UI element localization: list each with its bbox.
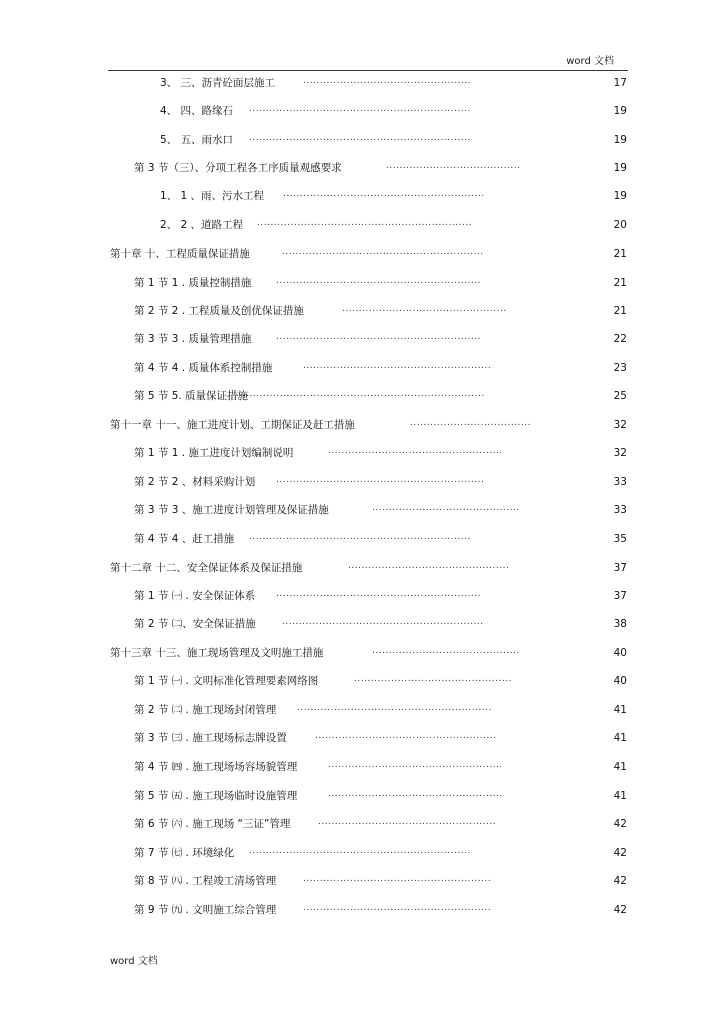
toc-page-number: 21	[613, 277, 627, 289]
toc-label: 5、 五、雨水口	[160, 134, 234, 146]
toc-label: 第 4 节 ㈣ . 施工现场场容场貌管理	[134, 761, 298, 773]
toc-entry[interactable]	[0, 76, 724, 90]
toc-label: 第 1 节 1 . 施工进度计划编制说明	[134, 447, 294, 459]
toc-label: 第 9 节 ㈨ . 文明施工综合管理	[134, 904, 277, 916]
toc-label: 2、 2 、道路工程	[160, 219, 244, 231]
toc-leader: .................................................	[342, 304, 507, 314]
toc-entry[interactable]	[0, 703, 724, 717]
toc-leader: .............................................................	[276, 589, 482, 599]
toc-page-number: 21	[613, 305, 627, 317]
toc-label: 第 1 节 ㈠ . 文明标准化管理要素网络图	[134, 675, 319, 687]
toc-label: 第 3 节 3 . 质量管理措施	[134, 333, 252, 345]
toc-label: 1、 1 、雨、污水工程	[160, 190, 265, 202]
toc-leader: ......................................................	[315, 731, 497, 741]
toc-entry[interactable]	[0, 674, 724, 688]
toc-entry[interactable]	[0, 903, 724, 917]
toc-page-number: 41	[613, 761, 627, 773]
toc-leader: ................................................	[348, 561, 510, 571]
toc-page-number: 21	[613, 248, 627, 260]
toc-page-number: 35	[613, 533, 627, 545]
toc-page-number: 41	[613, 732, 627, 744]
toc-leader: ..................................................................	[249, 104, 471, 114]
toc-label: 第 2 节 ㈡ . 施工现场封闭管理	[134, 704, 277, 716]
toc-leader: ..........................................................	[297, 703, 492, 713]
toc-label: 第十二章 十二、安全保证体系及保证措施	[110, 562, 303, 574]
toc-page-number: 41	[613, 790, 627, 802]
toc-entry[interactable]	[0, 133, 724, 147]
toc-page-number: 32	[613, 447, 627, 459]
toc-leader: ............................................................	[283, 189, 485, 199]
toc-leader: ....................................................	[328, 446, 503, 456]
toc-entry[interactable]	[0, 760, 724, 774]
toc-label: 第 1 节 ㈠ . 安全保证体系	[134, 590, 256, 602]
toc-page-number: 19	[613, 134, 627, 146]
toc-entry[interactable]	[0, 646, 724, 660]
toc-label: 第 4 节 4 、赶工措施	[134, 533, 235, 545]
toc-label: 第 2 节 2 、材料采购计划	[134, 476, 256, 488]
toc-page-number: 37	[613, 590, 627, 602]
toc-leader: .............................................................	[276, 276, 482, 286]
toc-label: 第 4 节 4 . 质量体系控制措施	[134, 362, 273, 374]
toc-page-number: 40	[613, 675, 627, 687]
toc-label: 3、 三、沥青砼面层施工	[160, 77, 276, 89]
toc-page-number: 19	[613, 162, 627, 174]
toc-label: 第 6 节 ㈥ . 施工现场 “三证”管理	[134, 818, 291, 830]
toc-leader: ........................................................	[303, 874, 492, 884]
toc-page-number: 38	[613, 618, 627, 630]
toc-leader: ....................................................	[328, 760, 503, 770]
toc-entry[interactable]	[0, 276, 724, 290]
toc-entry[interactable]	[0, 304, 724, 318]
toc-leader: ..................................................................	[249, 532, 471, 542]
toc-entry[interactable]	[0, 418, 724, 432]
toc-page-number: 41	[613, 704, 627, 716]
toc-label: 第 1 节 1 . 质量控制措施	[134, 277, 252, 289]
toc-label: 第 2 节 ㈡、安全保证措施	[134, 618, 256, 630]
toc-entry[interactable]	[0, 503, 724, 517]
toc-page-number: 19	[613, 105, 627, 117]
toc-entry[interactable]	[0, 446, 724, 460]
toc-entry[interactable]	[0, 161, 724, 175]
toc-label: 第十章 十、工程质量保证措施	[110, 248, 250, 260]
toc-label: 第 3 节 ㈢ . 施工现场标志牌设置	[134, 732, 287, 744]
toc-page-number: 42	[613, 847, 627, 859]
toc-leader: ...............................................	[354, 674, 512, 684]
toc-leader: .....................................................	[318, 817, 497, 827]
toc-entry[interactable]	[0, 874, 724, 888]
toc-page-number: 19	[613, 190, 627, 202]
toc-label: 第 7 节 ㈦ . 环境绿化	[134, 847, 235, 859]
toc-page-number: 23	[613, 362, 627, 374]
toc-entry[interactable]	[0, 218, 724, 232]
toc-page-number: 40	[613, 647, 627, 659]
toc-entry[interactable]	[0, 332, 724, 346]
toc-entry[interactable]	[0, 475, 724, 489]
toc-leader: ........................................	[386, 161, 521, 171]
toc-leader: ........................................................	[303, 361, 492, 371]
toc-page-number: 33	[613, 476, 627, 488]
toc-leader: ............................................................	[282, 617, 484, 627]
toc-entry[interactable]	[0, 361, 724, 375]
toc-label: 第十一章 十一、施工进度计划、工期保证及赶工措施	[110, 419, 355, 431]
toc-leader: ..............................................................	[276, 475, 485, 485]
toc-leader: ....................................................	[328, 789, 503, 799]
toc-leader: ..........................................................................	[236, 389, 485, 399]
toc-label: 第十三章 十三、施工现场管理及文明施工措施	[110, 647, 324, 659]
toc-page-number: 20	[613, 219, 627, 231]
toc-page-number: 42	[613, 818, 627, 830]
toc-page-number: 42	[613, 875, 627, 887]
toc-leader: ............................................................	[282, 247, 484, 257]
toc-leader: ..................................................	[303, 76, 472, 86]
toc-page-number: 25	[613, 390, 627, 402]
toc-page-number: 42	[613, 904, 627, 916]
toc-entry[interactable]	[0, 389, 724, 403]
toc-leader: ................................................................	[257, 218, 473, 228]
toc-leader: ............................................	[372, 646, 520, 656]
toc-label: 第 2 节 2 . 工程质量及创优保证措施	[134, 305, 304, 317]
toc-entry[interactable]	[0, 846, 724, 860]
toc-label: 第 3 节（三）、分项工程各工序质量观感要求	[134, 162, 342, 174]
toc-page-number: 17	[613, 77, 627, 89]
toc-entry[interactable]	[0, 589, 724, 603]
toc-entry[interactable]	[0, 104, 724, 118]
toc-page-number: 33	[613, 504, 627, 516]
page-footer: word 文档	[110, 956, 158, 967]
toc-entry[interactable]	[0, 817, 724, 831]
toc-entry[interactable]	[0, 532, 724, 546]
toc-page-number: 22	[613, 333, 627, 345]
toc-page-number: 32	[613, 419, 627, 431]
toc-leader: .............................................................	[276, 332, 482, 342]
toc-leader: ....................................	[410, 418, 531, 428]
toc-leader: ..................................................................	[249, 133, 471, 143]
toc-label: 第 5 节 ㈤ . 施工现场临时设施管理	[134, 790, 298, 802]
toc-entry[interactable]	[0, 561, 724, 575]
page-header: word 文档	[566, 56, 614, 67]
toc-entry[interactable]	[0, 789, 724, 803]
toc-entry[interactable]	[0, 189, 724, 203]
toc-leader: ........................................................	[303, 903, 492, 913]
toc-label: 第 5 节 5. 质量保证措施	[134, 390, 249, 402]
toc-entry[interactable]	[0, 617, 724, 631]
toc-entry[interactable]	[0, 731, 724, 745]
toc-entry[interactable]	[0, 247, 724, 261]
toc-leader: ..................................................................	[249, 846, 471, 856]
toc-label: 第 8 节 ㈧ . 工程竣工清场管理	[134, 875, 277, 887]
toc-leader: ............................................	[372, 503, 520, 513]
toc-label: 4、 四、路缘石	[160, 105, 234, 117]
toc-page-number: 37	[613, 562, 627, 574]
toc-label: 第 3 节 3 、施工进度计划管理及保证措施	[134, 504, 329, 516]
